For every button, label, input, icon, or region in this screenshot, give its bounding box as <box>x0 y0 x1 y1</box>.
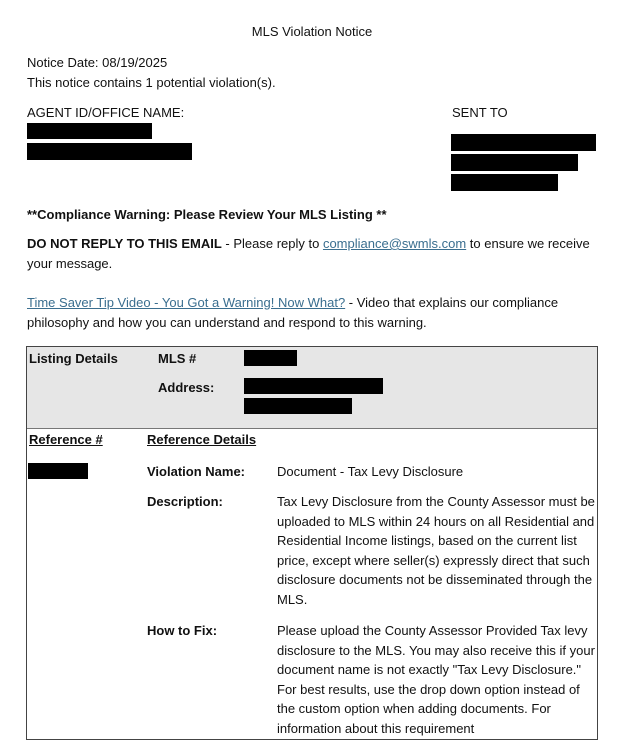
redaction-bar <box>244 398 352 414</box>
violation-table <box>26 346 598 740</box>
page-title: MLS Violation Notice <box>251 24 373 39</box>
description-label: Description: <box>147 494 223 509</box>
address-label: Address: <box>158 380 215 395</box>
reply-bold: DO NOT REPLY TO THIS EMAIL <box>27 236 222 251</box>
reference-number-header: Reference # <box>29 432 103 447</box>
reference-details-header: Reference Details <box>147 432 257 447</box>
how-to-fix-value: Please upload the County Assessor Provided Tax levy disclosure to the MLS. You may also receive this if your document name is not exactly "Tax Levy Disclosure." For best results, use the drop down option instead of the custom option when adding documents. For information about this requirement <box>277 623 595 736</box>
tip-video-link[interactable]: Time Saver Tip Video - You Got a Warning! Now What? <box>27 295 346 310</box>
redaction-bar <box>451 174 558 191</box>
mls-label: MLS # <box>158 351 197 366</box>
notice-date: Notice Date: 08/19/2025 <box>27 55 168 70</box>
violation-count: This notice contains 1 potential violation(s). <box>27 75 276 90</box>
compliance-email-link[interactable]: compliance@swmls.com <box>322 236 467 251</box>
redaction-bar <box>244 378 383 394</box>
listing-details-label: Listing Details <box>29 351 118 366</box>
compliance-warning: **Compliance Warning: Please Review Your MLS Listing ** <box>27 207 387 222</box>
violation-name-value: Document - Tax Levy Disclosure <box>277 464 464 479</box>
agent-label: AGENT ID/OFFICE NAME: <box>27 105 185 120</box>
sent-to-label: SENT TO <box>452 105 508 120</box>
reply-paragraph <box>27 234 597 273</box>
tip-rest: - Video that explains our compliance philosophy and how you can understand and respond to this warning. <box>27 295 559 330</box>
description-value: Tax Levy Disclosure from the County Assessor must be uploaded to MLS within 24 hours on all Residential and Residential Income listings, based on the current list price, except where seller(s) expressly direct that such disclosure documents not be disseminated through the MLS. <box>277 494 595 607</box>
violation-name-label: Violation Name: <box>147 464 246 479</box>
redaction-bar <box>27 143 192 160</box>
redaction-bar <box>27 123 152 139</box>
redaction-bar <box>451 134 596 151</box>
redaction-bar <box>451 154 578 171</box>
listing-details-section <box>27 347 597 429</box>
redaction-bar <box>244 350 297 366</box>
reply-post: to ensure we receive your message. <box>27 236 590 271</box>
redaction-bar <box>28 463 88 479</box>
tip-paragraph <box>27 293 597 332</box>
how-to-fix-label: How to Fix: <box>147 623 218 638</box>
reply-pre: - Please reply to <box>221 236 323 251</box>
